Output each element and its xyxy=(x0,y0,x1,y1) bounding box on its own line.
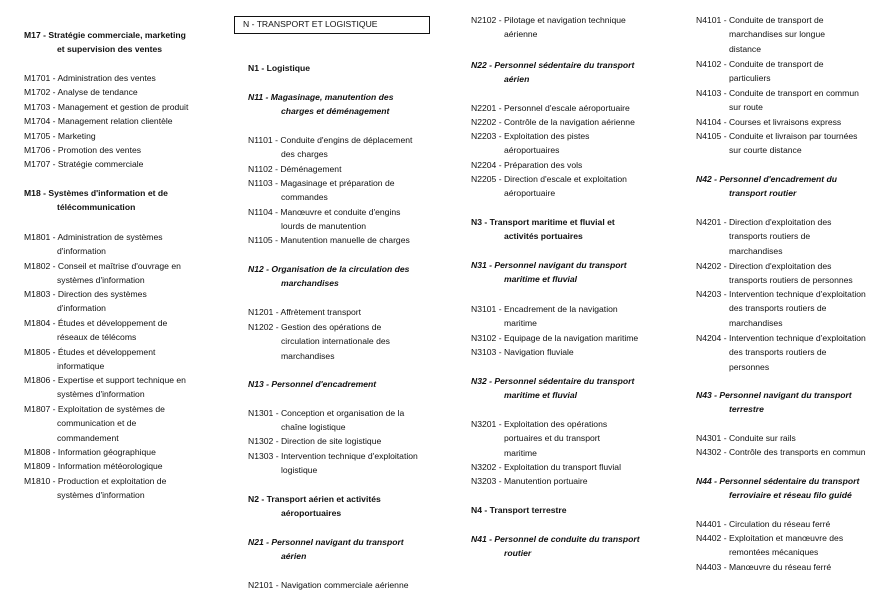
code-list-item xyxy=(24,459,224,473)
entry-line: N31 - Personnel navigant du transport xyxy=(471,260,627,270)
code-list-item xyxy=(248,406,466,435)
entry-line: N2 - Transport aérien et activités xyxy=(248,494,381,504)
entry-line: N2203 - Exploitation des pistes xyxy=(471,131,590,141)
code-list-item xyxy=(696,517,895,531)
entry-continuation-line: d'information xyxy=(57,303,106,314)
entry-continuation-line: transports routiers de personnes xyxy=(729,275,853,286)
code-list-item xyxy=(248,133,466,162)
code-list-item xyxy=(24,114,224,128)
entry-continuation-line: d'information xyxy=(57,246,106,257)
code-list-item xyxy=(24,316,224,345)
entry-line: M1810 - Production et exploitation de xyxy=(24,476,167,486)
code-list-item xyxy=(24,287,224,316)
entry-line: N13 - Personnel d'encadrement xyxy=(248,379,377,389)
subdomain-heading xyxy=(471,532,693,561)
subdomain-heading xyxy=(696,474,895,503)
entry-line: N1302 - Direction de site logistique xyxy=(248,436,382,446)
entry-line: N4204 - Intervention technique d'exploitation xyxy=(696,333,866,343)
entry-line: M18 - Systèmes d'information et de xyxy=(24,188,168,198)
code-list-item xyxy=(696,287,895,330)
code-list-item xyxy=(696,560,895,574)
entry-line: M1808 - Information géographique xyxy=(24,447,156,457)
code-list-item xyxy=(248,176,466,205)
code-list-item xyxy=(696,431,895,445)
entry-line: N4105 - Conduite et livraison par tournées xyxy=(696,131,858,141)
entry-continuation-line: marchandises xyxy=(729,317,783,328)
entry-line: N1101 - Conduite d'engins de déplacement xyxy=(248,135,413,145)
entry-line: N1201 - Affrètement transport xyxy=(248,307,362,317)
entry-line: N4 - Transport terrestre xyxy=(471,505,567,515)
entry-line: N1105 - Manutention manuelle de charges xyxy=(248,235,410,245)
entry-continuation-line: portuaires et du transport xyxy=(504,433,601,444)
domain-heading xyxy=(248,492,466,521)
entry-continuation-line: sur courte distance xyxy=(729,145,802,156)
code-list-item xyxy=(24,474,224,503)
section-title-box xyxy=(234,16,430,34)
domain-heading xyxy=(471,503,693,517)
code-list-item xyxy=(696,13,895,56)
entry-line: N4202 - Direction d'exploitation des xyxy=(696,261,832,271)
entry-continuation-line: systèmes d'information xyxy=(57,389,145,400)
entry-line: N4301 - Conduite sur rails xyxy=(696,433,796,443)
code-list-item xyxy=(471,101,693,115)
code-list-item xyxy=(471,302,693,331)
subdomain-heading xyxy=(248,377,466,391)
code-list-item xyxy=(696,259,895,288)
subdomain-heading xyxy=(696,388,895,417)
entry-continuation-line: aéroportuaires xyxy=(504,145,560,156)
entry-line: N43 - Personnel navigant du transport xyxy=(696,390,852,400)
section-title: N - TRANSPORT ET LOGISTIQUE xyxy=(243,19,378,29)
entry-continuation-line: et supervision des ventes xyxy=(57,44,163,55)
entry-line: N44 - Personnel sédentaire du transport xyxy=(696,476,860,486)
code-list-item xyxy=(696,445,895,459)
entry-line: N3102 - Equipage de la navigation maritime xyxy=(471,333,639,343)
subdomain-heading xyxy=(471,374,693,403)
code-list-item xyxy=(24,345,224,374)
entry-line: M17 - Stratégie commerciale, marketing xyxy=(24,30,186,40)
entry-line: N41 - Personnel de conduite du transport xyxy=(471,534,640,544)
entry-continuation-line: ferroviaire et réseau filo guidé xyxy=(729,490,852,501)
code-list-item xyxy=(24,445,224,459)
code-list-item xyxy=(696,129,895,158)
domain-heading xyxy=(248,61,466,75)
subdomain-heading xyxy=(471,58,693,87)
entry-line: M1807 - Exploitation de systèmes de xyxy=(24,404,165,414)
subdomain-heading xyxy=(248,262,466,291)
entry-line: N11 - Magasinage, manutention des xyxy=(248,92,394,102)
entry-continuation-line: circulation internationale des xyxy=(281,336,390,347)
entry-continuation-line: remontées mécaniques xyxy=(729,547,819,558)
code-list-item xyxy=(24,85,224,99)
domain-heading xyxy=(471,215,693,244)
code-list-item xyxy=(24,100,224,114)
code-list-item xyxy=(696,86,895,115)
code-list-item xyxy=(248,578,466,592)
entry-continuation-line: personnes xyxy=(729,361,770,372)
code-list-item xyxy=(696,115,895,129)
entry-line: N32 - Personnel sédentaire du transport xyxy=(471,376,635,386)
entry-line: M1701 - Administration des ventes xyxy=(24,73,156,83)
entry-continuation-line: des charges xyxy=(281,149,328,160)
entry-line: N1301 - Conception et organisation de la xyxy=(248,408,405,418)
entry-continuation-line: aérien xyxy=(281,551,307,562)
entry-continuation-line: informatique xyxy=(57,361,105,372)
entry-continuation-line: terrestre xyxy=(729,404,764,415)
entry-continuation-line: télécommunication xyxy=(57,202,136,213)
entry-continuation-line: marchandises xyxy=(281,278,339,289)
entry-line: M1809 - Information météorologique xyxy=(24,461,163,471)
code-list-item xyxy=(248,162,466,176)
code-list-item xyxy=(471,172,693,201)
entry-line: N4101 - Conduite de transport de xyxy=(696,15,824,25)
code-list-item xyxy=(471,129,693,158)
entry-continuation-line: systèmes d'information xyxy=(57,490,145,501)
entry-line: N1202 - Gestion des opérations de xyxy=(248,322,382,332)
subdomain-heading xyxy=(248,535,466,564)
entry-continuation-line: logistique xyxy=(281,465,318,476)
entry-continuation-line: chaîne logistique xyxy=(281,422,346,433)
entry-continuation-line: maritime et fluvial xyxy=(504,274,578,285)
entry-continuation-line: aéroportuaire xyxy=(504,188,556,199)
code-list-item xyxy=(471,13,693,42)
code-list-item xyxy=(696,531,895,560)
entry-line: N3 - Transport maritime et fluvial et xyxy=(471,217,615,227)
entry-line: N42 - Personnel d'encadrement du xyxy=(696,174,838,184)
entry-line: N1103 - Magasinage et préparation de xyxy=(248,178,395,188)
entry-continuation-line: maritime et fluvial xyxy=(504,390,578,401)
code-list-item xyxy=(471,345,693,359)
code-list-item xyxy=(696,215,895,258)
entry-line: N21 - Personnel navigant du transport xyxy=(248,537,404,547)
entry-line: N2102 - Pilotage et navigation technique xyxy=(471,15,626,25)
entry-line: N12 - Organisation de la circulation des xyxy=(248,264,410,274)
entry-line: N1104 - Manœuvre et conduite d'engins xyxy=(248,207,401,217)
entry-line: N22 - Personnel sédentaire du transport xyxy=(471,60,635,70)
entry-line: N1 - Logistique xyxy=(248,63,311,73)
entry-continuation-line: marchandises xyxy=(729,245,783,256)
entry-line: N1303 - Intervention technique d'exploitation xyxy=(248,451,418,461)
entry-continuation-line: distance xyxy=(729,43,762,54)
entry-line: M1803 - Direction des systèmes xyxy=(24,289,147,299)
entry-continuation-line: charges et déménagement xyxy=(281,106,390,117)
code-list-item xyxy=(24,402,224,445)
entry-line: N3103 - Navigation fluviale xyxy=(471,347,574,357)
domain-heading xyxy=(24,186,224,215)
entry-line: N4302 - Contrôle des transports en commun xyxy=(696,447,866,457)
entry-line: M1702 - Analyse de tendance xyxy=(24,87,138,97)
subdomain-heading xyxy=(696,172,895,201)
entry-continuation-line: commandement xyxy=(57,432,119,443)
entry-line: N3201 - Exploitation des opérations xyxy=(471,419,608,429)
code-list-item xyxy=(248,305,466,319)
entry-line: N3202 - Exploitation du transport fluvial xyxy=(471,462,621,472)
entry-continuation-line: maritime xyxy=(504,318,537,329)
code-list-item xyxy=(24,230,224,259)
entry-continuation-line: commandes xyxy=(281,192,328,203)
entry-line: N4201 - Direction d'exploitation des xyxy=(696,217,832,227)
entry-line: N2202 - Contrôle de la navigation aérienne xyxy=(471,117,635,127)
code-list-item xyxy=(248,205,466,234)
subdomain-heading xyxy=(471,258,693,287)
code-list-item xyxy=(248,233,466,247)
code-list-item xyxy=(248,434,466,448)
entry-line: N4102 - Conduite de transport de xyxy=(696,59,824,69)
entry-line: N3203 - Manutention portuaire xyxy=(471,476,588,486)
entry-continuation-line: particuliers xyxy=(729,73,771,84)
entry-line: M1707 - Stratégie commerciale xyxy=(24,159,144,169)
entry-line: M1801 - Administration de systèmes xyxy=(24,232,163,242)
entry-line: N1102 - Déménagement xyxy=(248,164,342,174)
entry-continuation-line: activités portuaires xyxy=(504,231,583,242)
entry-line: N2205 - Direction d'escale et exploitation xyxy=(471,174,627,184)
entry-line: N3101 - Encadrement de la navigation xyxy=(471,304,618,314)
code-list-item xyxy=(471,474,693,488)
entry-line: N4103 - Conduite de transport en commun xyxy=(696,88,859,98)
code-list-item xyxy=(696,57,895,86)
entry-line: N4403 - Manœuvre du réseau ferré xyxy=(696,562,832,572)
entry-continuation-line: routier xyxy=(504,548,532,559)
entry-continuation-line: aérienne xyxy=(504,29,538,40)
code-list-item xyxy=(248,320,466,363)
entry-continuation-line: transports routiers de xyxy=(729,231,811,242)
code-list-item xyxy=(24,71,224,85)
subdomain-heading xyxy=(248,90,466,119)
code-list-item xyxy=(24,157,224,171)
code-list-item xyxy=(471,158,693,172)
code-list-item xyxy=(24,373,224,402)
entry-continuation-line: marchandises sur longue xyxy=(729,29,826,40)
entry-continuation-line: systèmes d'information xyxy=(57,275,145,286)
entry-line: M1802 - Conseil et maîtrise d'ouvrage en xyxy=(24,261,181,271)
entry-continuation-line: transport routier xyxy=(729,188,797,199)
entry-continuation-line: des transports routiers de xyxy=(729,347,827,358)
entry-line: N4401 - Circulation du réseau ferré xyxy=(696,519,831,529)
entry-line: M1804 - Études et développement de xyxy=(24,318,168,328)
entry-continuation-line: des transports routiers de xyxy=(729,303,827,314)
entry-line: M1703 - Management et gestion de produit xyxy=(24,102,189,112)
entry-continuation-line: aéroportuaires xyxy=(281,508,342,519)
code-list-item xyxy=(696,331,895,374)
entry-line: M1706 - Promotion des ventes xyxy=(24,145,142,155)
code-list-item xyxy=(471,460,693,474)
entry-line: N4104 - Courses et livraisons express xyxy=(696,117,842,127)
code-list-item xyxy=(24,259,224,288)
entry-line: N2204 - Préparation des vols xyxy=(471,160,583,170)
entry-continuation-line: marchandises xyxy=(281,350,335,361)
code-list-item xyxy=(471,115,693,129)
entry-continuation-line: aérien xyxy=(504,74,530,85)
entry-continuation-line: lourds de manutention xyxy=(281,221,367,232)
entry-continuation-line: réseaux de télécoms xyxy=(57,332,137,343)
entry-line: M1805 - Études et développement xyxy=(24,347,156,357)
entry-line: M1704 - Management relation clientèle xyxy=(24,116,173,126)
entry-line: M1806 - Expertise et support technique en xyxy=(24,375,186,385)
code-list-item xyxy=(24,143,224,157)
code-list-item xyxy=(471,417,693,460)
domain-heading xyxy=(24,28,224,57)
entry-continuation-line: communication et de xyxy=(57,418,137,429)
entry-line: M1705 - Marketing xyxy=(24,131,96,141)
code-list-item xyxy=(24,129,224,143)
entry-line: N4203 - Intervention technique d'exploitation xyxy=(696,289,866,299)
code-list-item xyxy=(471,331,693,345)
code-list-item xyxy=(248,449,466,478)
entry-line: N2201 - Personnel d'escale aéroportuaire xyxy=(471,103,630,113)
entry-continuation-line: sur route xyxy=(729,102,763,113)
entry-line: N4402 - Exploitation et manœuvre des xyxy=(696,533,844,543)
entry-continuation-line: maritime xyxy=(504,447,537,458)
entry-line: N2101 - Navigation commerciale aérienne xyxy=(248,580,409,590)
